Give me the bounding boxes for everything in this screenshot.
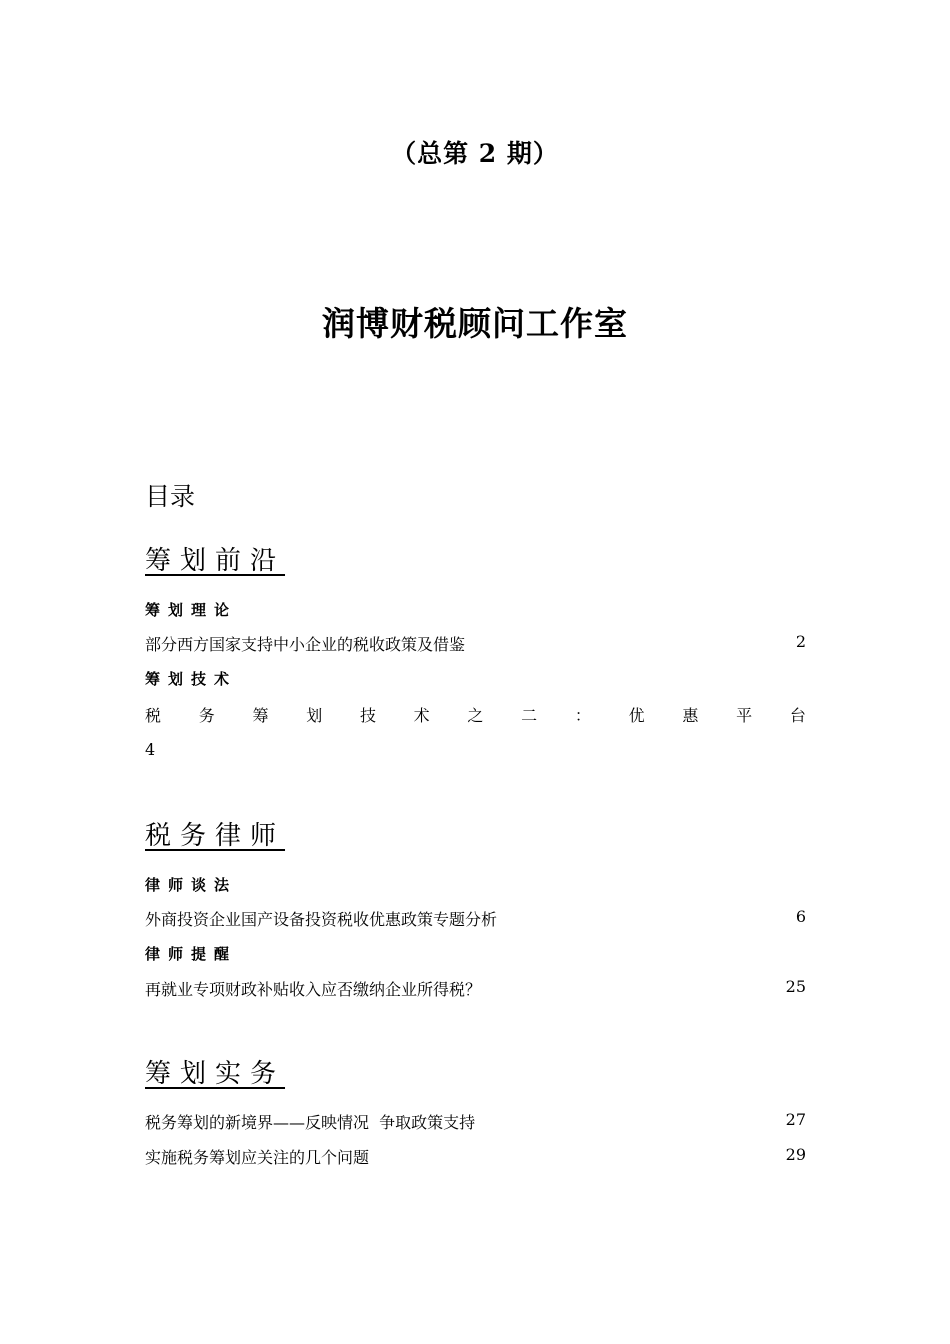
toc-entry-char: 台 — [789, 706, 806, 725]
toc-entry-page: 25 — [785, 977, 806, 996]
toc-entry[interactable] — [145, 632, 806, 655]
toc-entry[interactable] — [145, 1110, 806, 1133]
toc-entry[interactable] — [145, 1145, 806, 1168]
toc-entry[interactable] — [145, 977, 806, 1000]
toc-entry-justified[interactable] — [145, 703, 806, 726]
subsection-title-lawyer-reminder: 律师提醒 — [145, 945, 238, 963]
organization-title: 润博财税顾问工作室 — [322, 304, 628, 343]
toc-entry-page: 4 — [145, 740, 156, 759]
toc-heading: 目录 — [145, 482, 196, 511]
toc-entry-char: 务 — [198, 706, 215, 725]
toc-entry-text: 再就业专项财政补贴收入应否缴纳企业所得税？ — [145, 980, 482, 999]
toc-entry-char: 术 — [413, 706, 430, 725]
toc-entry-text: 部分西方国家支持中小企业的税收政策及借鉴 — [145, 635, 466, 654]
toc-entry-char: 优 — [628, 706, 645, 725]
toc-entry-char: 划 — [306, 706, 323, 725]
toc-entry-char: 惠 — [682, 706, 699, 725]
toc-entry-page: 29 — [785, 1145, 806, 1164]
toc-entry-page: 27 — [785, 1110, 806, 1129]
toc-entry[interactable] — [145, 907, 806, 930]
toc-entry-char: 二 — [521, 706, 538, 725]
toc-entry-char: 税 — [145, 706, 162, 725]
toc-entry-char: 之 — [467, 706, 484, 725]
toc-entry-page: 6 — [795, 907, 806, 926]
toc-entry-text: 实施税务筹划应关注的几个问题 — [145, 1148, 370, 1167]
toc-entry-char: 技 — [359, 706, 376, 725]
section-title-tax-lawyer: 税务律师 — [145, 821, 286, 851]
toc-entry-text: 税务筹划的新境界——反映情况 争取政策支持 — [145, 1113, 476, 1132]
subsection-title-planning-technique: 筹划技术 — [145, 670, 238, 688]
toc-entry-text: 外商投资企业国产设备投资税收优惠政策专题分析 — [145, 910, 498, 929]
toc-entry-char: 平 — [736, 706, 753, 725]
subsection-title-lawyer-talk: 律师谈法 — [145, 876, 238, 894]
toc-entry-char: ： — [574, 706, 591, 725]
subsection-title-planning-theory: 筹划理论 — [145, 601, 238, 619]
toc-entry-char: 筹 — [252, 706, 269, 725]
issue-number: （总第 2 期） — [391, 139, 559, 168]
section-title-planning-practice: 筹划实务 — [145, 1059, 286, 1089]
toc-entry-page: 2 — [795, 632, 806, 651]
section-title-planning-frontier: 筹划前沿 — [145, 546, 286, 576]
